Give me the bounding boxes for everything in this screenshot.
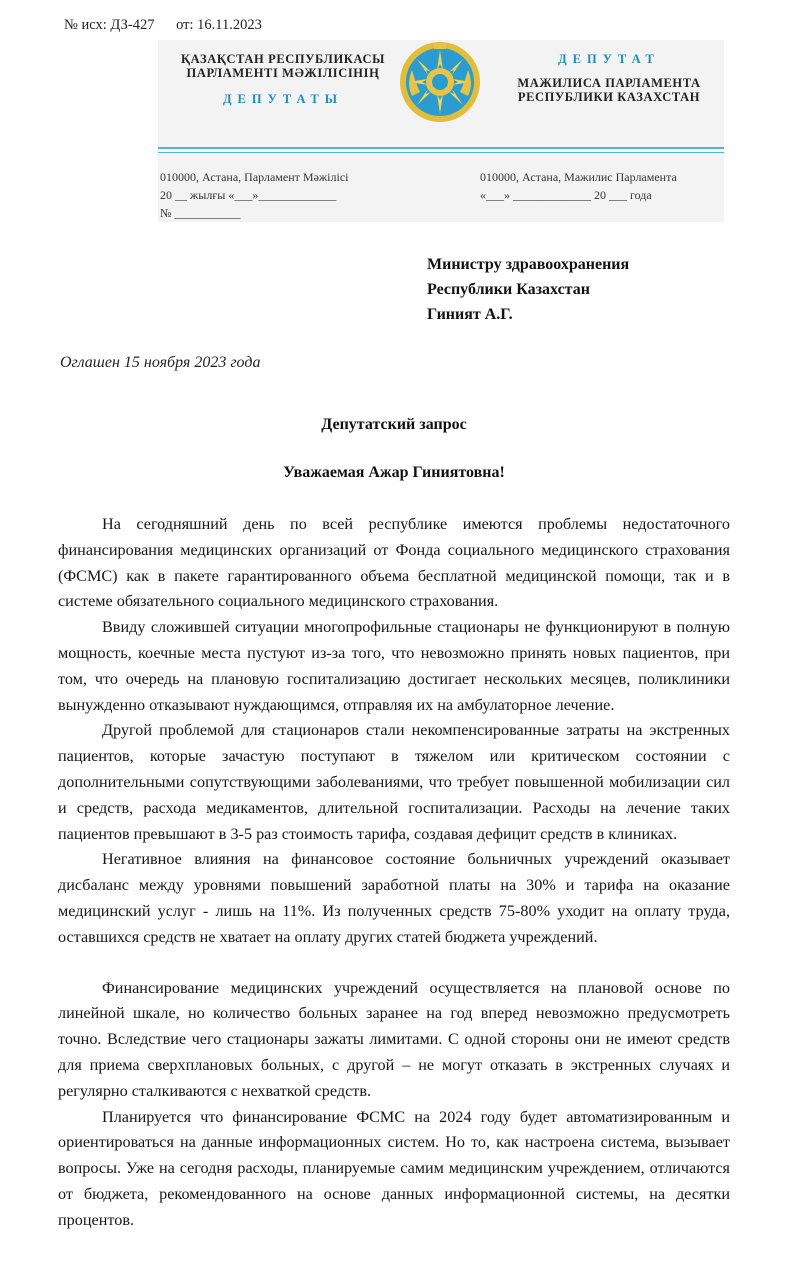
letterhead-rule bbox=[158, 147, 724, 149]
letterhead-kz-deputy: ДЕПУТАТЫ bbox=[222, 92, 344, 106]
kazakhstan-state-emblem-icon bbox=[398, 40, 482, 124]
letterhead-kz-line1: ҚАЗАҚСТАН РЕСПУБЛИКАСЫ bbox=[181, 52, 385, 66]
letterhead-kz-address: 010000, Астана, Парламент Мәжілісі bbox=[160, 170, 349, 184]
letterhead-kz-block bbox=[178, 52, 388, 106]
letterhead-ru-address: 010000, Астана, Мажилис Парламента bbox=[480, 170, 677, 184]
body-paragraph-5: Финансирование медицинских учреждений осуществляется на плановой основе по линейной шкале, но количество больных заранее на год вперед невозможно предусмотреть точно. Вследствие чего стационары зажаты лимитами. С одной стороны они не имеют средств для приема сверхплановых больных, с другой – не могут отказать в экстренных случаях и регулярно сталкиваются с нехваткой средств. bbox=[58, 978, 730, 1100]
letterhead-ru-line1: МАЖИЛИСА ПАРЛАМЕНТА bbox=[517, 76, 701, 90]
body-paragraph-6: Планируется что финансирование ФСМС на 2024 году будет автоматизированным и ориентироваться на данные информационных систем. Но то, как настроена система, вызывает вопросы. Уже на сегодня расходы, планируемые самим медицинским учреждением, отличаются от бюджета, рекомендованного на основе данных информационной системы, на десятки процентов. bbox=[58, 1107, 730, 1229]
registry-number: № исх: ДЗ-427 bbox=[64, 17, 155, 33]
addressee-line1: Министру здравоохранения bbox=[427, 256, 630, 273]
body-paragraph-1: На сегодняшний день по всей республике имеются проблемы недостаточного финансирования медицинских организаций от Фонда социального медицинского страхования (ФСМС) как в пакете гарантированного объема бесплатной медицинской помощи, так и в системе обязательного социального медицинского страхования. bbox=[58, 515, 730, 611]
addressee-line2: Республики Казахстан bbox=[427, 281, 590, 298]
registry-date: от: 16.11.2023 bbox=[176, 17, 262, 33]
letterhead-rule-thin bbox=[158, 152, 724, 153]
letterhead-ru-block bbox=[514, 52, 704, 104]
letterhead-ru-date-line: «___» _____________ 20 ___ года bbox=[480, 188, 652, 202]
letterhead-ru-deputy: ДЕПУТАТ bbox=[558, 52, 660, 66]
letterhead bbox=[158, 40, 724, 222]
addressee-line3: Гиният А.Г. bbox=[427, 306, 513, 323]
document-title: Депутатский запрос bbox=[321, 416, 467, 433]
salutation: Уважаемая Ажар Гиниятовна! bbox=[283, 464, 505, 481]
body-paragraph-3: Другой проблемой для стационаров стали некомпенсированные затраты на экстренных пациентов, которые зачастую поступают в тяжелом или критическом состоянии с дополнительными сопутствующими заболеваниями, что требует повышенной мобилизации сил и средств, расхода медикаментов, длительной госпитализации. Расходы на лечение таких пациентов превышают в 3-5 раз стоимость тарифа, создавая дефицит средств в клиниках. bbox=[58, 721, 730, 843]
registry-line bbox=[64, 17, 262, 34]
letterhead-kz-number-line: № ___________ bbox=[160, 206, 241, 220]
letterhead-ru-line2: РЕСПУБЛИКИ КАЗАХСТАН bbox=[517, 90, 701, 104]
document-body bbox=[58, 512, 730, 1234]
letterhead-kz-date-line: 20 __ жылғы «___»_____________ bbox=[160, 188, 337, 202]
letterhead-kz-line2: ПАРЛАМЕНТІ МӘЖІЛІСІНІҢ bbox=[186, 66, 380, 80]
body-paragraph-2: Ввиду сложившей ситуации многопрофильные стационары не функционируют в полную мощность, коечные места пустуют из-за того, что невозможно принять новых пациентов, при том, что очередь на плановую госпитализацию достигает нескольких месяцев, поликлиники вынужденно отказывают нуждающимся, отправляя их на амбулаторное лечение. bbox=[58, 618, 730, 714]
body-paragraph-4: Негативное влияния на финансовое состояние больничных учреждений оказывает дисбаланс между уровнями повышений заработной платы на 30% и тарифа на оказание медицинский услуг - лишь на 11%. Из полученных средств 75-80% уходит на оплату труда, оставшихся средств не хватает на оплату других статей бюджета учреждений. bbox=[58, 850, 730, 946]
addressee-block bbox=[427, 252, 629, 327]
announced-date: Оглашен 15 ноября 2023 года bbox=[60, 354, 261, 371]
